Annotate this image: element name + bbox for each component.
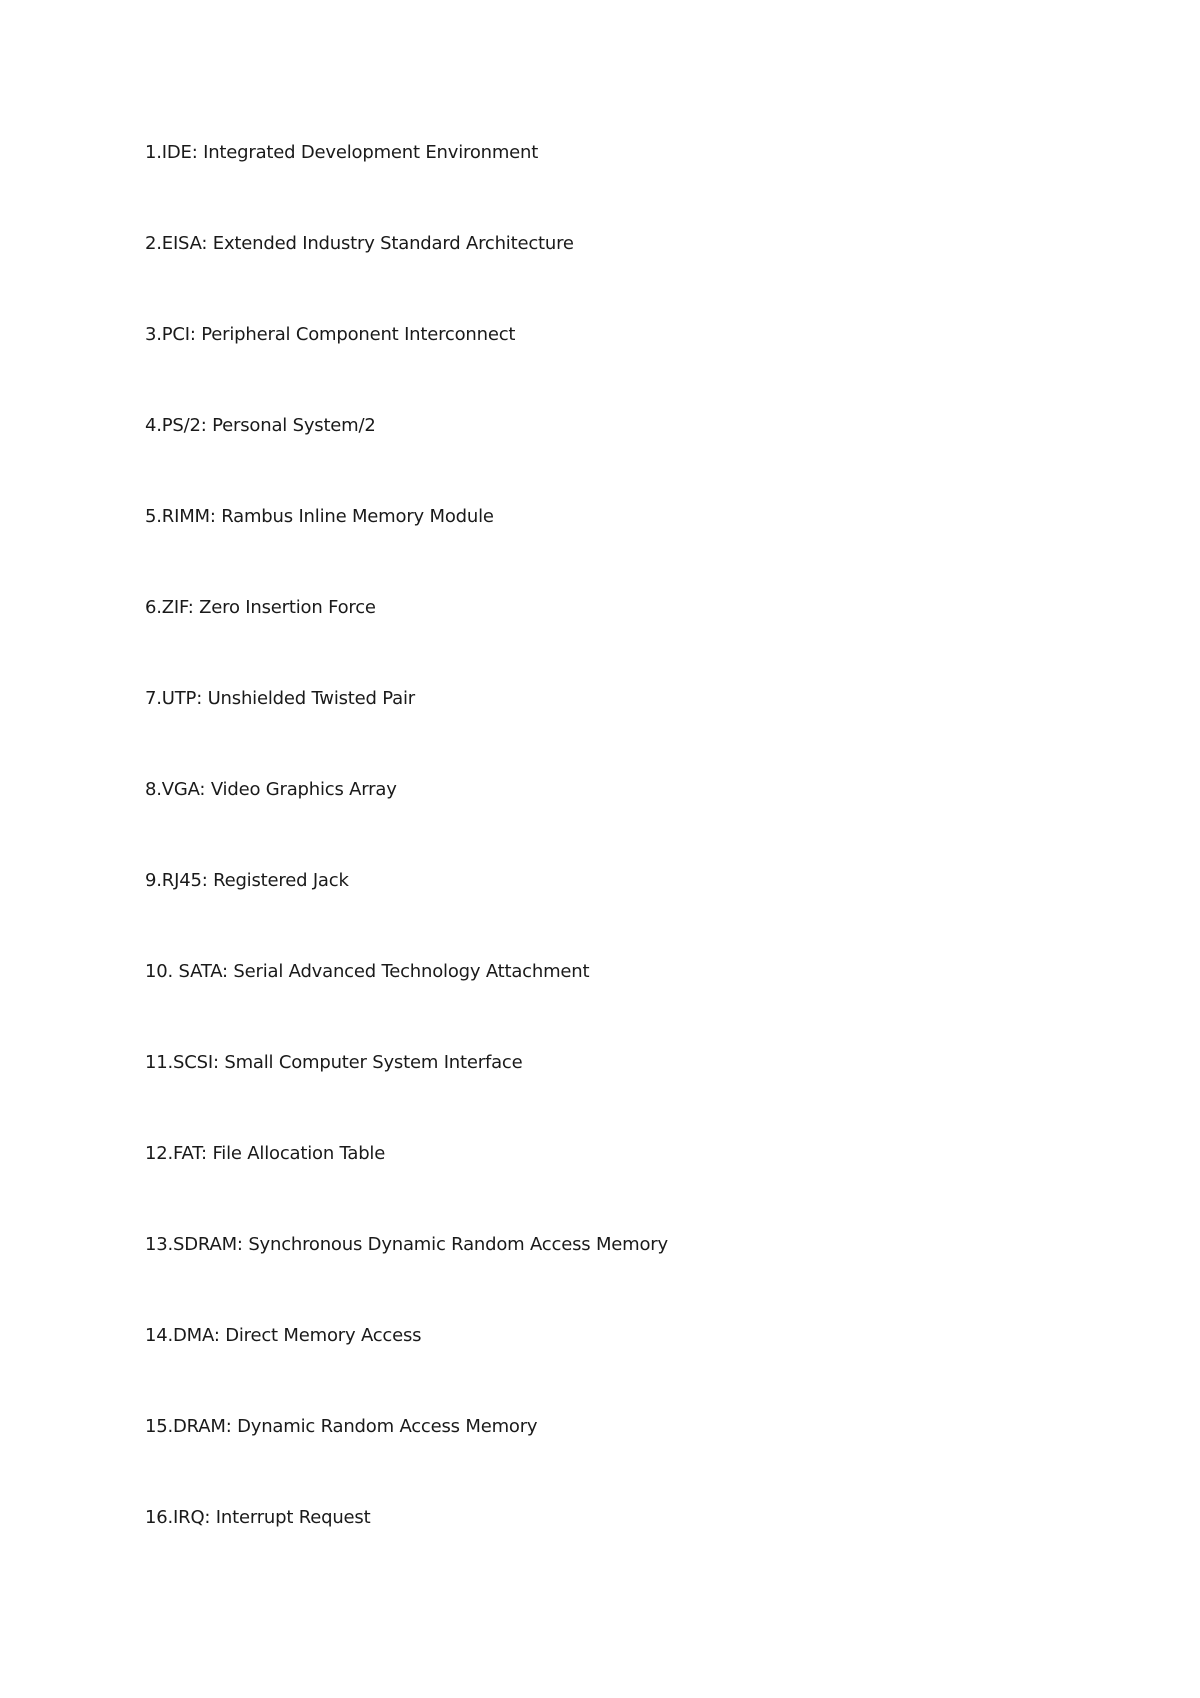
acronym-item-ps2: 4.PS/2: Personal System/2	[145, 415, 376, 436]
acronym-item-rimm: 5.RIMM: Rambus Inline Memory Module	[145, 506, 494, 527]
acronym-item-vga: 8.VGA: Video Graphics Array	[145, 779, 397, 800]
acronym-item-sata: 10. SATA: Serial Advanced Technology Attachment	[145, 961, 590, 982]
acronym-item-rj45: 9.RJ45: Registered Jack	[145, 870, 349, 891]
acronym-item-pci: 3.PCI: Peripheral Component Interconnect	[145, 324, 516, 345]
acronym-item-utp: 7.UTP: Unshielded Twisted Pair	[145, 688, 415, 709]
acronym-item-ide: 1.IDE: Integrated Development Environment	[145, 142, 539, 163]
acronym-item-eisa: 2.EISA: Extended Industry Standard Architecture	[145, 233, 574, 254]
acronym-item-fat: 12.FAT: File Allocation Table	[145, 1143, 386, 1164]
acronym-item-zif: 6.ZIF: Zero Insertion Force	[145, 597, 376, 618]
acronym-item-scsi: 11.SCSI: Small Computer System Interface	[145, 1052, 523, 1073]
acronym-item-irq: 16.IRQ: Interrupt Request	[145, 1507, 371, 1528]
acronym-item-dma: 14.DMA: Direct Memory Access	[145, 1325, 422, 1346]
acronym-item-sdram: 13.SDRAM: Synchronous Dynamic Random Access Memory	[145, 1234, 668, 1255]
acronym-item-dram: 15.DRAM: Dynamic Random Access Memory	[145, 1416, 538, 1437]
acronym-list	[145, 142, 668, 1598]
